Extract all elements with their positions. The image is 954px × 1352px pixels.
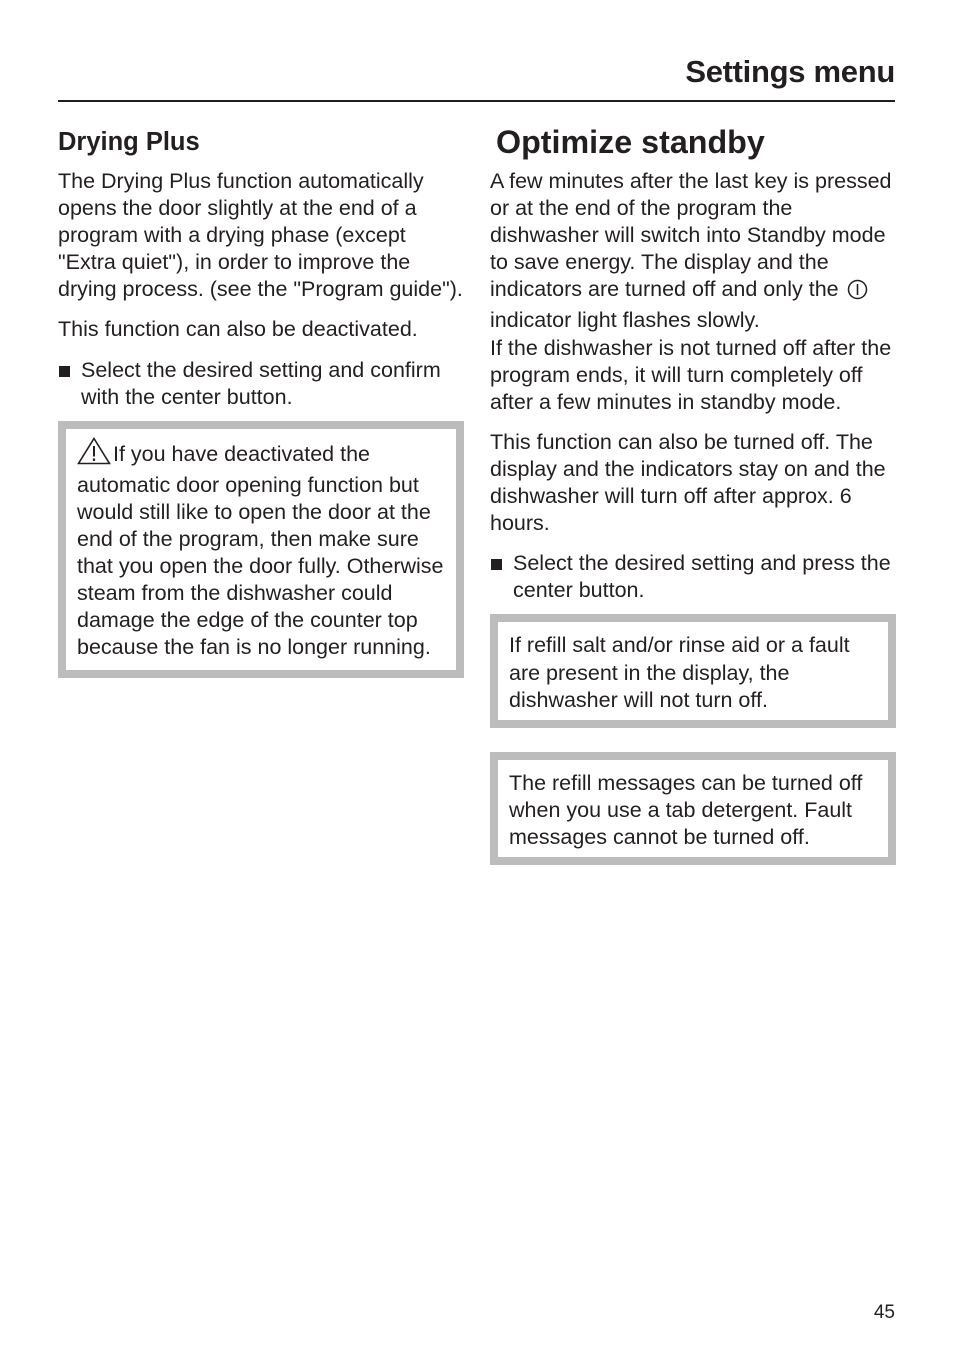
standby-paragraph-1b: If the dishwasher is not turned off after the program ends, it will turn completely off after a few minutes in standby mode.: [490, 335, 892, 414]
refill-fault-note-box: [490, 614, 896, 727]
drying-plus-section: [58, 124, 464, 678]
drying-plus-instruction: [58, 357, 464, 411]
drying-plus-intro: The Drying Plus function automatically opens the door slightly at the end of a program with a drying phase (except "Extra quiet"), in order to improve the drying process. (see the "Program guide").: [58, 169, 463, 302]
drying-plus-instruction-text: Select the desired setting and confirm with the center button.: [81, 357, 441, 409]
refill-fault-note-text: If refill salt and/or rinse aid or a fault are present in the display, the dishwasher will not turn off.: [509, 633, 850, 712]
warning-triangle-icon: [77, 437, 111, 472]
drying-plus-deactivate-note: This function can also be deactivated.: [58, 317, 418, 342]
drying-plus-heading: Drying Plus: [58, 128, 200, 156]
warning-text: If you have deactivated the automatic door opening function but would still like to open the door at the end of the program, then make sure that you open the door fully. Otherwise steam from the dishwasher could damage the edge of the counter top because the fan is no longer running.: [77, 441, 444, 660]
standby-instruction-text: Select the desired setting and press the center button.: [513, 551, 891, 603]
tab-detergent-note-text: The refill messages can be turned off when you use a tab detergent. Fault messages cannot be turned off.: [509, 770, 863, 849]
page-title: Settings menu: [685, 54, 895, 89]
optimize-standby-heading: Optimize standby: [496, 124, 765, 160]
page-number: 45: [873, 1302, 895, 1323]
optimize-standby-section: [490, 124, 896, 889]
tab-detergent-note-box: [490, 752, 896, 865]
page-header: [58, 48, 895, 102]
warning-box: [58, 421, 464, 678]
standby-paragraph-1-start: A few minutes after the last key is pressed or at the end of the program the dishwasher will switch into Standby mode to save energy. The display and the indicators are turned off and only the: [490, 169, 892, 302]
standby-paragraph-1: [490, 168, 896, 416]
standby-instruction: [490, 550, 896, 604]
power-icon: [847, 279, 868, 307]
square-bullet-icon: [59, 366, 70, 377]
standby-paragraph-2: This function can also be turned off. The display and the indicators stay on and the dishwasher will turn off after approx. 6 hours.: [490, 429, 886, 536]
standby-paragraph-1-end: indicator light flashes slowly.: [490, 308, 760, 333]
square-bullet-icon: [491, 559, 502, 570]
